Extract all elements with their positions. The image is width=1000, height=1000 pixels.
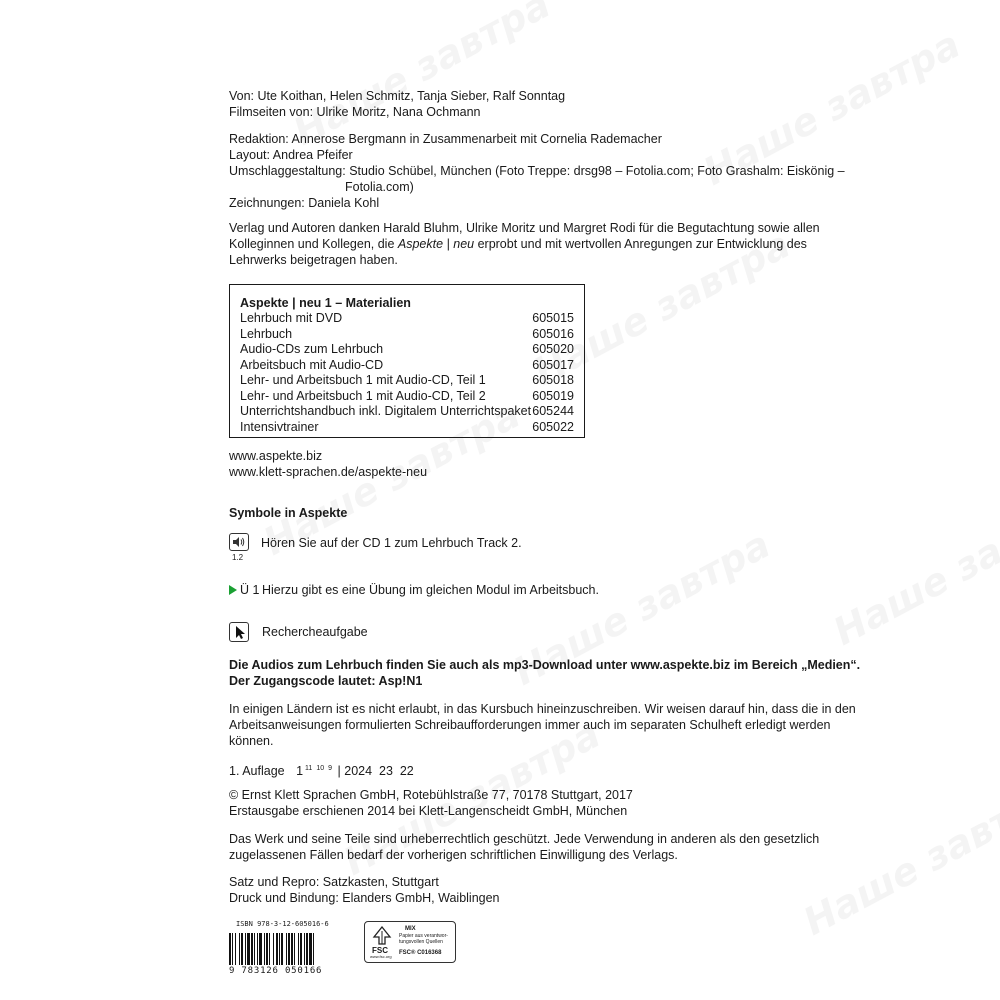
thanks-text: erprobt und mit wertvollen Anregungen zur Entwicklung des bbox=[474, 237, 807, 251]
barcode-bar bbox=[304, 933, 305, 965]
exercise-arrow-icon bbox=[229, 585, 237, 595]
material-row bbox=[240, 404, 574, 420]
barcode-bar bbox=[259, 933, 262, 965]
material-name: Audio-CDs zum Lehrbuch bbox=[240, 342, 384, 356]
print-years: | 2024 23 22 bbox=[337, 764, 414, 778]
material-name: Lehrbuch mit DVD bbox=[240, 311, 343, 325]
writing-notice bbox=[229, 701, 856, 749]
thanks-line: Lehrwerks beigetragen haben. bbox=[229, 253, 398, 267]
barcode-bar bbox=[309, 933, 312, 965]
fsc-code: FSC® C016368 bbox=[399, 950, 442, 956]
watermark bbox=[293, 0, 551, 142]
barcode-bar bbox=[313, 933, 314, 965]
material-number: 605017 bbox=[532, 357, 574, 372]
print-run: 1 bbox=[296, 764, 304, 778]
material-row bbox=[240, 358, 574, 374]
fsc-mix-label: MIX bbox=[405, 926, 416, 932]
materials-list bbox=[240, 311, 574, 435]
rights-line: zugelassenen Fällen bedarf der vorherigen schriftlichen Einwilligung des Verlags. bbox=[229, 848, 678, 862]
barcode-bar bbox=[286, 933, 287, 965]
barcode-bar bbox=[269, 933, 270, 965]
barcode-bar bbox=[254, 933, 255, 965]
editing-line: Redaktion: Annerose Bergmann in Zusammenarbeit mit Cornelia Rademacher bbox=[229, 132, 662, 146]
layout-line: Layout: Andrea Pfeifer bbox=[229, 148, 353, 162]
barcode-bar bbox=[229, 933, 231, 965]
audio-icon bbox=[229, 533, 249, 551]
rights-line: Das Werk und seine Teile sind urheberrechtlich geschützt. Jede Verwendung in anderen als den gesetzlich bbox=[229, 832, 820, 846]
thanks-text: Kolleginnen und Kollegen, die bbox=[229, 237, 398, 251]
barcode-bar bbox=[264, 933, 265, 965]
download-line: Die Audios zum Lehrbuch finden Sie auch als mp3-Download unter www.aspekte.biz im Bereich „Medien“. bbox=[229, 658, 861, 672]
barcode-bar bbox=[276, 933, 278, 965]
authors-line: Von: Ute Koithan, Helen Schmitz, Tanja Sieber, Ralf Sonntag bbox=[229, 89, 566, 103]
material-number: 605022 bbox=[532, 419, 574, 434]
production-credits bbox=[229, 131, 845, 211]
print-info bbox=[229, 874, 829, 906]
acknowledgements bbox=[229, 220, 829, 268]
notice-line: In einigen Ländern ist es nicht erlaubt, in das Kursbuch hineinzuschreiben. Wir weisen darauf hin, dass die in den bbox=[229, 702, 856, 716]
thanks-line: Verlag und Autoren danken Harald Bluhm, Ulrike Moritz und Margret Rodi für die Begutachtung sowie allen bbox=[229, 221, 820, 235]
fsc-label bbox=[364, 921, 456, 963]
barcode-bar bbox=[294, 933, 295, 965]
material-row bbox=[240, 389, 574, 405]
material-row bbox=[240, 327, 574, 343]
barcode-bar bbox=[245, 933, 246, 965]
print-run: 11 bbox=[305, 765, 313, 772]
material-number: 605015 bbox=[532, 311, 574, 325]
author-credits bbox=[229, 88, 829, 120]
material-row bbox=[240, 311, 574, 327]
symbols-heading: Symbole in Aspekte bbox=[229, 506, 348, 520]
barcode-bar bbox=[281, 933, 283, 965]
material-name: Lehr- und Arbeitsbuch 1 mit Audio-CD, Teil 2 bbox=[240, 388, 486, 403]
notice-line: können. bbox=[229, 734, 274, 748]
exercise-label: Ü 1 bbox=[240, 583, 260, 597]
website-link[interactable]: www.klett-sprachen.de/aspekte-neu bbox=[229, 465, 428, 479]
barcode-bar bbox=[291, 933, 293, 965]
first-edition-line: Erstausgabe erschienen 2014 bei Klett-Langenscheidt GmbH, München bbox=[229, 804, 628, 818]
copyright-line: © Ernst Klett Sprachen GmbH, Rotebühlstraße 77, 70178 Stuttgart, 2017 bbox=[229, 788, 633, 802]
material-number: 605019 bbox=[532, 388, 574, 403]
typesetting-line: Satz und Repro: Satzkasten, Stuttgart bbox=[229, 875, 439, 889]
barcode-bar bbox=[241, 933, 243, 965]
barcode-bar bbox=[251, 933, 253, 965]
fsc-desc: tungsvollen Quellen bbox=[399, 939, 443, 945]
cover-design-continuation: Fotolia.com) bbox=[345, 180, 414, 194]
edition-line bbox=[229, 761, 414, 779]
barcode-bar bbox=[239, 933, 240, 965]
rights-notice bbox=[229, 831, 849, 863]
fsc-logo-text: FSC bbox=[372, 946, 388, 955]
materials-title: Aspekte | neu 1 – Materialien bbox=[240, 296, 411, 310]
audio-symbol-text: Hören Sie auf der CD 1 zum Lehrbuch Track 2. bbox=[261, 536, 522, 550]
print-run: 9 bbox=[328, 765, 333, 772]
material-row bbox=[240, 373, 574, 389]
research-symbol-text: Rechercheaufgabe bbox=[262, 625, 368, 639]
cursor-icon bbox=[229, 622, 249, 642]
barcode-bar bbox=[300, 933, 302, 965]
material-number: 605020 bbox=[532, 342, 574, 356]
material-number: 605016 bbox=[532, 326, 574, 341]
download-info bbox=[229, 657, 861, 689]
material-number: 605018 bbox=[532, 373, 574, 387]
material-number: 605244 bbox=[532, 404, 574, 418]
barcode-bar bbox=[257, 933, 258, 965]
material-name: Intensivtrainer bbox=[240, 419, 319, 434]
fsc-tree-icon bbox=[371, 926, 393, 946]
print-run: 10 bbox=[316, 765, 325, 772]
isbn-text: ISBN 978-3-12-605016-6 bbox=[236, 920, 329, 928]
barcode-bar bbox=[273, 933, 274, 965]
printing-line: Druck und Bindung: Elanders GmbH, Waiblingen bbox=[229, 891, 500, 905]
watermark bbox=[833, 494, 1000, 641]
fsc-site: www.fsc.org bbox=[370, 954, 392, 959]
drawings-line: Zeichnungen: Daniela Kohl bbox=[229, 196, 380, 210]
barcode-digits: 9 783126 050166 bbox=[229, 966, 323, 976]
material-row bbox=[240, 342, 574, 358]
barcode-image bbox=[229, 933, 347, 965]
barcode-bar bbox=[279, 933, 280, 965]
copyright-info bbox=[229, 787, 829, 819]
cover-design-line: Umschlaggestaltung: Studio Schübel, München (Foto Treppe: drsg98 – Fotolia.com; Foto Grashalm: Eiskönig – bbox=[229, 164, 845, 178]
material-name: Lehr- und Arbeitsbuch 1 mit Audio-CD, Teil 1 bbox=[240, 373, 486, 387]
barcode-bar bbox=[266, 933, 268, 965]
material-name: Lehrbuch bbox=[240, 326, 293, 341]
series-title: Aspekte | neu bbox=[397, 237, 475, 251]
film-pages-line: Filmseiten von: Ulrike Moritz, Nana Ochmann bbox=[229, 105, 481, 119]
material-row bbox=[240, 420, 574, 436]
barcode-bar bbox=[306, 933, 308, 965]
website-links bbox=[229, 448, 829, 480]
audio-track-number: 1.2 bbox=[232, 553, 244, 562]
barcode-bar bbox=[232, 933, 233, 965]
material-name: Unterrichtshandbuch inkl. Digitalem Unterrichtspaket bbox=[240, 404, 532, 418]
barcode-bar bbox=[298, 933, 299, 965]
exercise-symbol-text: Hierzu gibt es eine Übung im gleichen Modul im Arbeitsbuch. bbox=[262, 583, 599, 597]
edition-label: 1. Auflage bbox=[229, 764, 285, 778]
thanks-line bbox=[229, 236, 829, 252]
barcode-bar bbox=[288, 933, 290, 965]
barcode-bar bbox=[247, 933, 250, 965]
access-code-line: Der Zugangscode lautet: Asp!N1 bbox=[229, 674, 423, 688]
website-link[interactable]: www.aspekte.biz bbox=[229, 449, 323, 463]
materials-box bbox=[229, 284, 585, 438]
material-name: Arbeitsbuch mit Audio-CD bbox=[240, 357, 384, 372]
notice-line: Arbeitsanweisungen formulierten Schreibaufforderungen immer auch im separaten Schulheft erledigt werden bbox=[229, 718, 831, 732]
barcode-bar bbox=[235, 933, 236, 965]
fsc-desc: Papier aus verantwor- bbox=[399, 933, 448, 939]
